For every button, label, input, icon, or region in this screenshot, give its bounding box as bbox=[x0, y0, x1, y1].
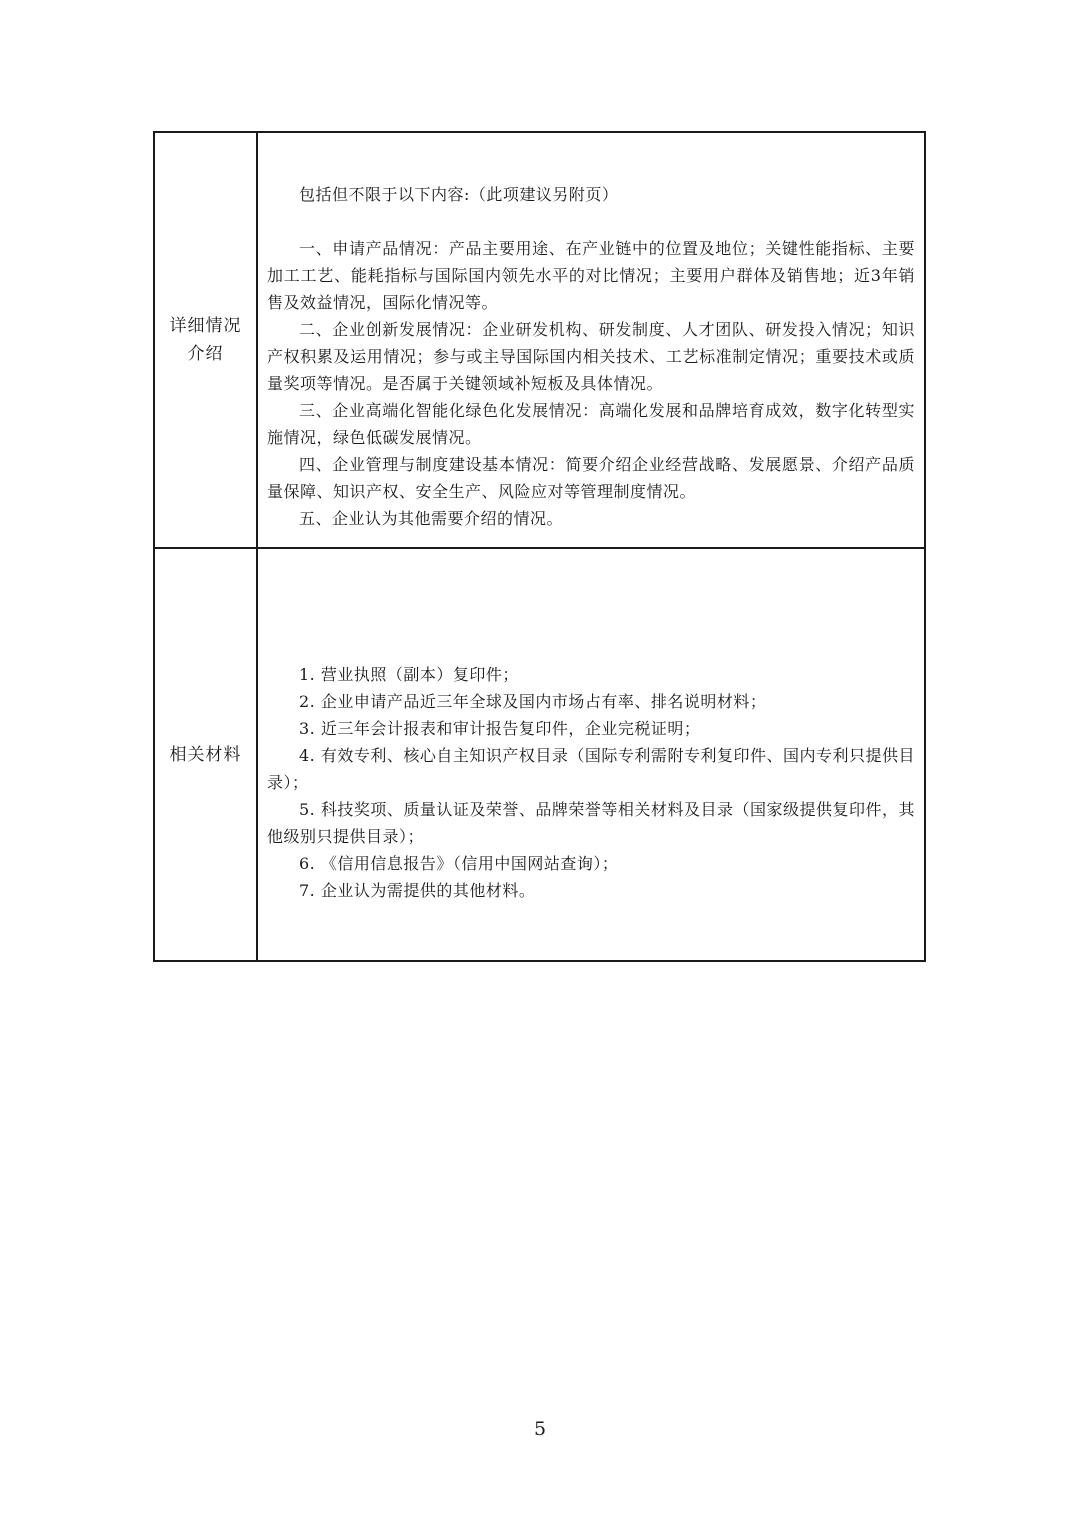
materials-item: 3. 近三年会计报表和审计报告复印件，企业完税证明； bbox=[299, 718, 701, 738]
materials-item: 7. 企业认为需提供的其他材料。 bbox=[299, 880, 536, 900]
materials-content bbox=[258, 606, 924, 904]
page-number: 5 bbox=[533, 1418, 547, 1440]
details-item: 四、企业管理与制度建设基本情况：简要介绍企业经营战略、发展愿景、介绍产品质量保障、知识产权、安全生产、风险应对等管理制度情况。 bbox=[267, 455, 915, 501]
application-form-table bbox=[153, 131, 926, 962]
row-content-cell bbox=[257, 548, 925, 961]
row-label-cell bbox=[154, 548, 257, 961]
details-item: 三、企业高端化智能化绿色化发展情况：高端化发展和品牌培育成效，数字化转型实施情况，绿色低碳发展情况。 bbox=[267, 401, 915, 447]
materials-item: 5. 科技奖项、质量认证及荣誉、品牌荣誉等相关材料及目录（国家级提供复印件，其他级别只提供目录）； bbox=[267, 799, 915, 846]
details-item: 五、企业认为其他需要介绍的情况。 bbox=[299, 509, 564, 528]
row-label-materials: 相关材料 bbox=[169, 744, 242, 765]
table-row-materials bbox=[154, 548, 925, 961]
materials-item: 4. 有效专利、核心自主知识产权目录（国际专利需附专利复印件、国内专利只提供目录）； bbox=[267, 745, 915, 792]
details-item: 二、企业创新发展情况：企业研发机构、研发制度、人才团队、研发投入情况；知识产权积累及运用情况；参与或主导国际国内相关技术、工艺标准制定情况；重要技术或质量奖项等情况。是否属于关键领域补短板及具体情况。 bbox=[267, 320, 915, 393]
details-intro: 包括但不限于以下内容:（此项建议另附页） bbox=[299, 185, 619, 204]
row-content-cell bbox=[257, 132, 925, 548]
materials-item: 1. 营业执照（副本）复印件； bbox=[299, 664, 519, 684]
row-label-cell bbox=[154, 132, 257, 548]
row-label-details: 详细情况介绍 bbox=[169, 316, 242, 364]
table-row-details bbox=[154, 132, 925, 548]
materials-item: 2. 企业申请产品近三年全球及国内市场占有率、排名说明材料； bbox=[299, 691, 767, 711]
materials-item: 6. 《信用信息报告》（信用中国网站查询）； bbox=[299, 853, 619, 873]
details-content bbox=[258, 148, 924, 532]
details-item: 一、申请产品情况：产品主要用途、在产业链中的位置及地位；关键性能指标、主要加工工艺、能耗指标与国际国内领先水平的对比情况；主要用户群体及销售地；近3年销售及效益情况，国际化情况等。 bbox=[267, 239, 915, 312]
